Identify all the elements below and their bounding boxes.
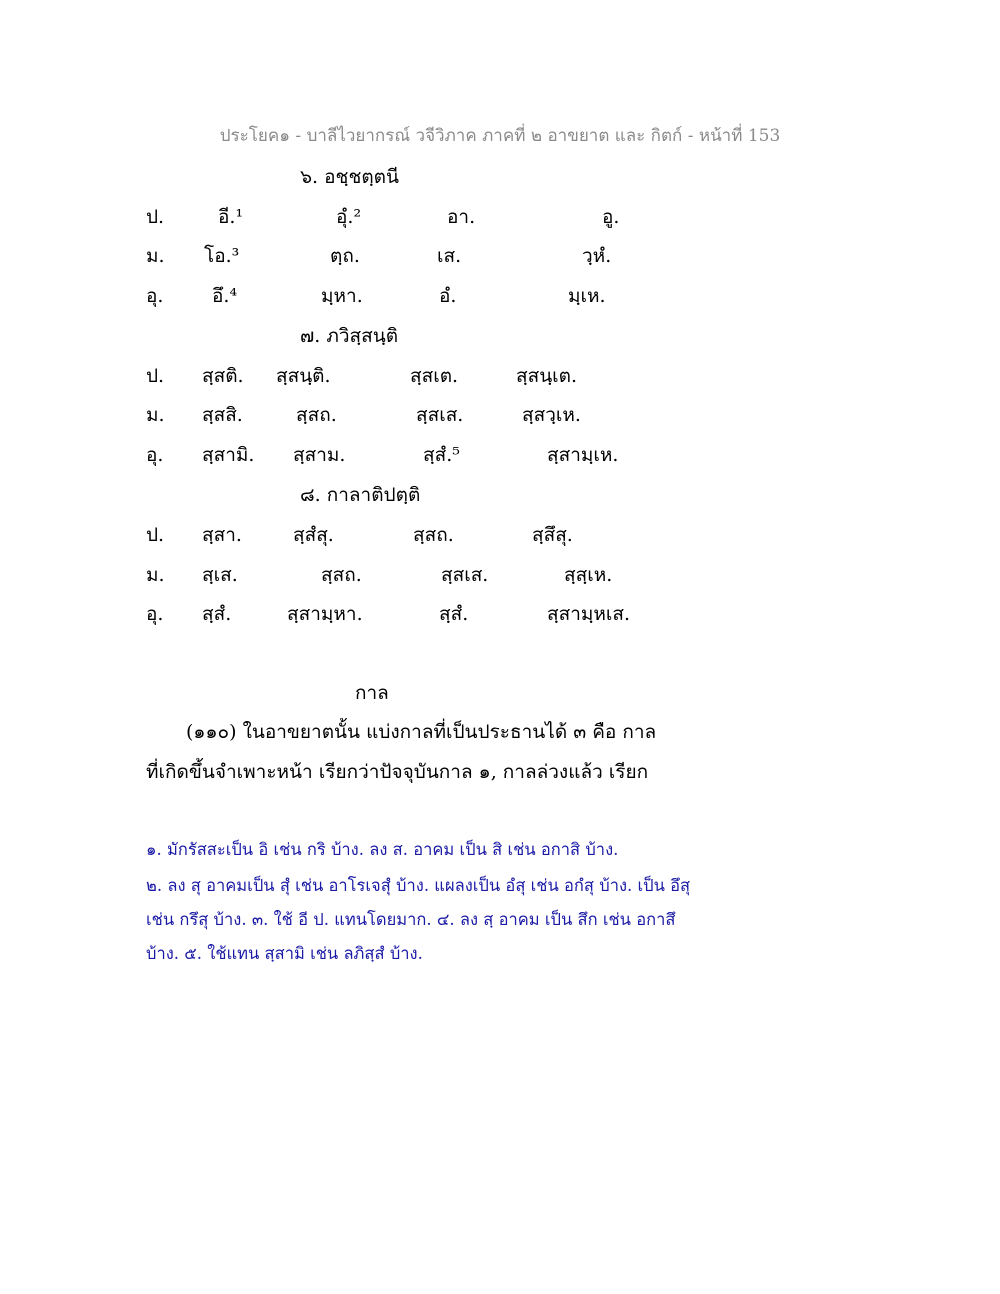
- conjugation-row: [0, 400, 1000, 430]
- body-paragraph-line: (๑๑๐) ในอาขยาตนั้น แบ่งกาลที่เป็นประธานได้ ๓ คือ กาล: [186, 721, 657, 743]
- ending-cell: สฺสนฺเต.: [516, 365, 578, 387]
- kala-heading: กาล: [355, 682, 389, 704]
- ending-cell: สฺสถ.: [413, 524, 454, 546]
- person-label: ป.: [146, 206, 165, 228]
- ending-cell: อา.: [447, 206, 476, 228]
- ending-cell: ตฺถ.: [330, 245, 360, 267]
- section-title-ajjattani: ๖. อชฺชตฺตนี: [300, 166, 400, 188]
- person-label: อุ.: [146, 444, 164, 466]
- conjugation-row: [0, 281, 1000, 311]
- body-paragraph-line: ที่เกิดขึ้นจำเพาะหน้า เรียกว่าปัจจุบันกาล ๑, กาลล่วงแล้ว เรียก: [146, 761, 649, 783]
- ending-cell: เส.: [437, 245, 462, 267]
- footnote-line: เช่น กรึสุ บ้าง. ๓. ใช้ อี ป. แทนโดยมาก. ๔. ลง สฺ อาคม เป็น สึก เช่น อกาสึ: [146, 910, 676, 929]
- person-label: ม.: [146, 564, 165, 586]
- ending-cell: สฺสามฺเห.: [547, 444, 619, 466]
- ending-cell: สฺเส.: [202, 564, 238, 586]
- footnote-line: ๑. มักรัสสะเป็น อิ เช่น กริ บ้าง. ลง ส. อาคม เป็น สิ เช่น อกาสิ บ้าง.: [146, 840, 619, 859]
- footnote-line: ๒. ลง สุ อาคมเป็น สุํ เช่น อาโรเจสุํ บ้าง. แผลงเป็น อํสุ เช่น อกํสุ บ้าง. เป็น อึสุ: [146, 876, 691, 895]
- conjugation-row: [0, 599, 1000, 629]
- ending-cell: อึ.⁴: [212, 285, 238, 307]
- ending-cell: สฺสเส.: [416, 404, 464, 426]
- ending-cell: สฺสา.: [202, 524, 242, 546]
- person-label: ม.: [146, 404, 165, 426]
- ending-cell: อู.: [602, 206, 620, 228]
- ending-cell: สฺสามิ.: [202, 444, 255, 466]
- ending-cell: สฺสํ.: [439, 603, 469, 625]
- person-label: อุ.: [146, 285, 164, 307]
- conjugation-row: [0, 440, 1000, 470]
- ending-cell: มฺหา.: [321, 285, 363, 307]
- conjugation-row: [0, 241, 1000, 271]
- section-title-kalatipatti: ๘. กาลาติปตฺติ: [300, 484, 421, 506]
- person-label: ป.: [146, 365, 165, 387]
- ending-cell: อุํ.²: [336, 206, 362, 228]
- ending-cell: สฺสฺเห.: [564, 564, 613, 586]
- conjugation-row: [0, 560, 1000, 590]
- person-label: ป.: [146, 524, 165, 546]
- ending-cell: มฺเห.: [568, 285, 606, 307]
- conjugation-row: [0, 202, 1000, 232]
- ending-cell: สฺสามฺหเส.: [547, 603, 631, 625]
- person-label: ม.: [146, 245, 165, 267]
- ending-cell: โอ.³: [204, 245, 240, 267]
- conjugation-row: [0, 520, 1000, 550]
- conjugation-row: [0, 361, 1000, 391]
- page-header: ประโยค๑ - บาลีไวยากรณ์ วจีวิภาค ภาคที่ ๒ อาขยาต และ กิตก์ - หน้าที่ 153: [219, 126, 781, 146]
- ending-cell: สฺสนฺติ.: [276, 365, 331, 387]
- section-title-bhavissanti: ๗. ภวิสฺสนฺติ: [300, 325, 399, 347]
- ending-cell: สฺสํสุ.: [293, 524, 334, 546]
- ending-cell: สฺสถ.: [296, 404, 337, 426]
- ending-cell: สฺสวฺเห.: [522, 404, 581, 426]
- ending-cell: สฺสํ.⁵: [423, 444, 460, 466]
- footnote-line: บ้าง. ๕. ใช้แทน สฺสามิ เช่น ลภิสฺสํ บ้าง.: [146, 944, 423, 963]
- ending-cell: สฺสาม.: [293, 444, 346, 466]
- ending-cell: สฺสํ.: [202, 603, 232, 625]
- ending-cell: สฺสามฺหา.: [287, 603, 363, 625]
- person-label: อุ.: [146, 603, 164, 625]
- ending-cell: สฺสเต.: [410, 365, 459, 387]
- ending-cell: สฺสติ.: [202, 365, 244, 387]
- ending-cell: สฺสสิ.: [202, 404, 243, 426]
- ending-cell: สฺสึสุ.: [532, 524, 573, 546]
- ending-cell: สฺสเส.: [441, 564, 489, 586]
- ending-cell: วฺหํ.: [582, 245, 612, 267]
- ending-cell: อี.¹: [218, 206, 244, 228]
- ending-cell: สฺสถ.: [321, 564, 362, 586]
- ending-cell: อํ.: [439, 285, 457, 307]
